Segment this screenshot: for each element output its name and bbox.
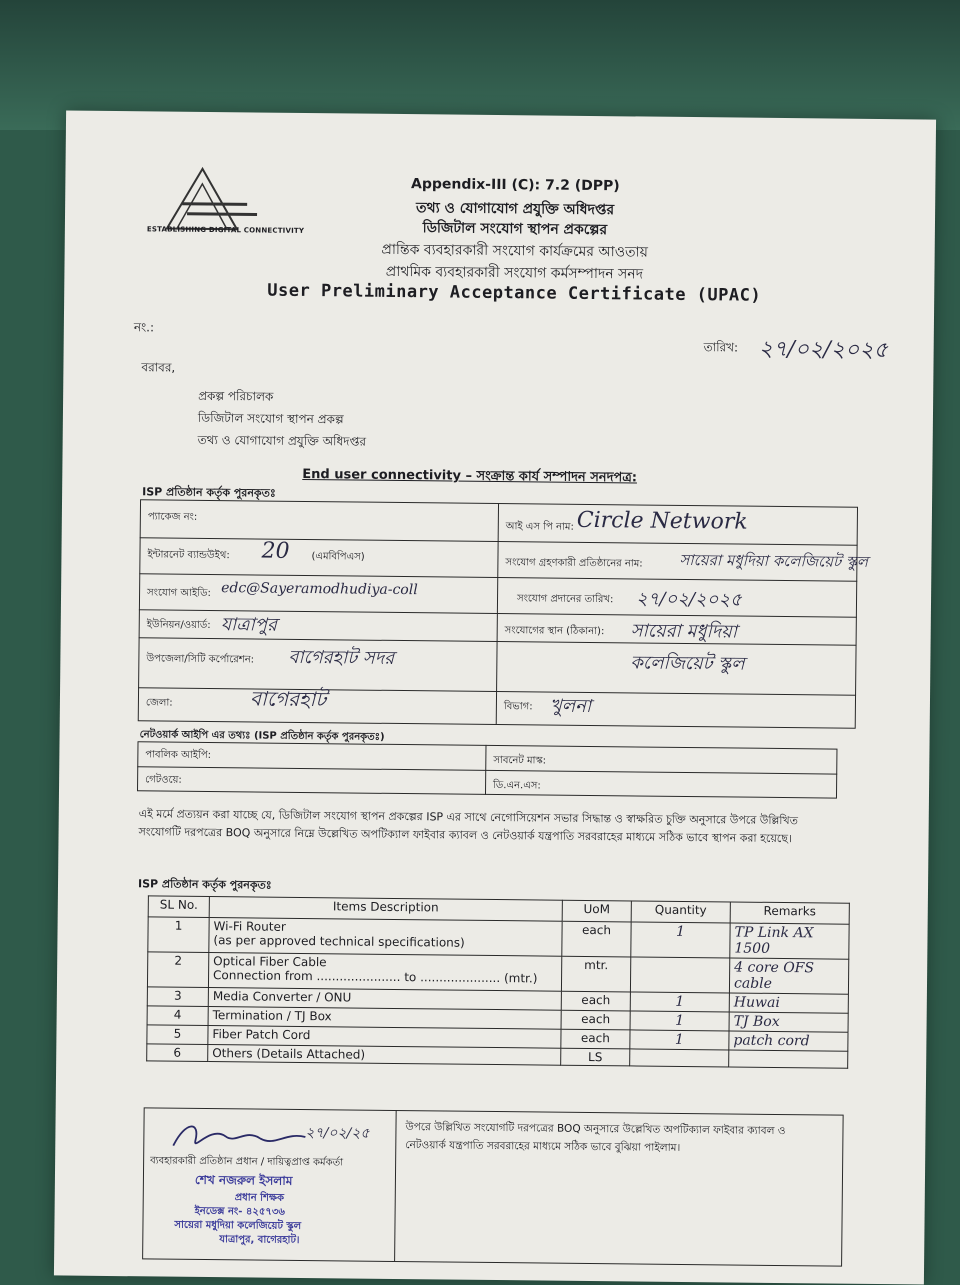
row-remarks: [729, 1050, 848, 1068]
date-value: ২৭/০২/২০২৫: [758, 336, 889, 364]
division-value: খুলনা: [549, 695, 592, 718]
isp-name-value: Circle Network: [576, 507, 748, 535]
project-name: ডিজিটাল সংযোগ স্থাপন প্রকল্পের: [422, 220, 608, 239]
bandwidth-unit: (এমবিপিএস): [311, 551, 365, 563]
addressee-line3: তথ্য ও যোগাযোগ প্রযুক্তি অধিদপ্তর: [197, 432, 367, 449]
ref-number-label: নং.:: [133, 320, 155, 335]
row-qty: [630, 1049, 729, 1067]
division-label: বিভাগ:: [503, 701, 533, 713]
bandwidth-value: 20: [261, 538, 290, 564]
date-label: তারিখ:: [703, 340, 739, 355]
to-label: বরাবর,: [141, 360, 176, 375]
row-sl: 1: [148, 917, 209, 953]
bandwidth-label: ইন্টারনেট ব্যান্ডউইথ:: [147, 549, 230, 562]
stamp-name: শেখ নজরুল ইসলাম: [194, 1172, 293, 1188]
row-sl: 6: [147, 1044, 208, 1062]
row-sl: 4: [147, 1006, 208, 1026]
location-label: সংযোগের স্থান (ঠিকানা):: [504, 625, 605, 638]
row-desc: Fiber Patch Cord: [208, 1026, 561, 1049]
row-uom: mtr.: [561, 956, 630, 992]
location-line1: সায়েরা মধুদিয়া: [630, 620, 738, 643]
public-ip-label: পাবলিক আইপি:: [145, 749, 212, 762]
row-remarks: TJ Box: [729, 1012, 848, 1032]
row-qty: 1: [630, 1030, 729, 1050]
addressee-line1: প্রকল্প পরিচালক: [198, 388, 274, 404]
row-sl: 5: [147, 1025, 208, 1045]
section-filled-by: ISP প্রতিষ্ঠান কর্তৃক পুরনকৃতঃ: [142, 485, 276, 500]
receiver-value: সায়েরা মধুদিয়া কলেজিয়েট স্কুল: [679, 550, 869, 571]
gateway-label: গেটওয়ে:: [145, 774, 182, 786]
row-uom: each: [561, 991, 630, 1011]
conn-date-value: ২৭/০২/২০২৫: [635, 588, 742, 611]
location-line2: কলেজিয়েট স্কুল: [630, 652, 745, 675]
addressee-line2: ডিজিটাল সংযোগ স্থাপন প্রকল্প: [197, 410, 344, 427]
program-name: প্রান্তিক ব্যবহারকারী সংযোগ কার্যক্রমের আওতায়: [381, 241, 648, 261]
declaration-text: এই মর্মে প্রত্যয়ন করা যাচ্ছে যে, ডিজিটাল সংযোগ স্থাপন প্রকল্পের ISP এর সাথে নেগোসিয়েশন সভার সিদ্ধান্ত ও স্বাক্ষরিত চুক্তি অনুসারে উপরে উল্লিখিত সংযোগটি দরপত্রের BOQ অনুসারে নিম্নে উল্লেখিত অপটিক্যাল ফাইবার ক্যাবল ও নেটওয়ার্ক যন্ত্রপাতি সরবরাহের মাধ্যমে সঠিক ভাবে স্থাপন করা হয়েছে।: [138, 807, 799, 846]
row-remarks: patch cord: [729, 1031, 848, 1051]
conn-id-label: সংযোগ আইডি:: [147, 587, 211, 600]
row-desc: Optical Fiber Cable Connection from ...................... to ..................... (mtr.): [208, 953, 561, 992]
items-filled-by: ISP প্রতিষ্ঠান কর্তৃক পুরনকৃতঃ: [137, 877, 272, 892]
row-remarks: TP Link AX 1500: [730, 923, 849, 959]
row-qty: 1: [630, 1011, 729, 1031]
receipt-text: উপরে উল্লিখিত সংযোগটি দরপত্রের BOQ অনুসারে উল্লেখিত অপটিক্যাল ফাইবার ক্যাবল ও নেটওয়ার্ক যন্ত্রপাতি সরবরাহের মাধ্যমে সঠিক ভাবে বুঝিয়া পাইলাম।: [405, 1121, 786, 1154]
section-title: End user connectivity – সংক্রান্ত কার্য সম্পাদন সনদপত্র:: [302, 466, 638, 486]
conn-date-label: সংযোগ প্রদানের তারিখ:: [516, 593, 614, 606]
subnet-label: সাবনেট মাস্ক:: [493, 754, 547, 767]
cert-title-en: User Preliminary Acceptance Certificate (UPAC): [267, 280, 762, 306]
stamp-index: ইনডেক্স নং- ৪২৫৭৩৬: [194, 1205, 285, 1218]
row-desc: Termination / TJ Box: [208, 1007, 561, 1030]
upazila-label: উপজেলা/সিটি কর্পোরেশন:: [146, 653, 255, 666]
row-remarks: 4 core OFS cable: [729, 958, 848, 994]
signatory-role: ব্যবহারকারী প্রতিষ্ঠান প্রধান / দায়িত্বপ্রাপ্ত কর্মকর্তা: [150, 1155, 344, 1169]
row-uom: each: [562, 921, 631, 957]
row-remarks: Huwai: [729, 993, 848, 1013]
row-uom: each: [561, 1010, 630, 1030]
row-qty: 1: [631, 922, 730, 958]
col-desc: Items Description: [209, 897, 562, 922]
union-label: ইউনিয়ন/ওয়ার্ড:: [146, 619, 211, 632]
row-sl: 2: [147, 952, 208, 988]
certificate-page: [54, 110, 936, 1284]
upazila-value: বাগেরহাট সদর: [288, 646, 395, 669]
package-label: প্যাকেজ নং:: [147, 511, 198, 523]
receiver-label: সংযোগ গ্রহণকারী প্রতিষ্ঠানের নাম:: [505, 557, 643, 570]
stamp-school: সায়েরা মধুদিয়া কলেজিয়েট স্কুল: [174, 1219, 302, 1232]
district-value: বাগেরহাট: [249, 686, 327, 712]
logo-caption: ESTABLISHING DIGITAL CONNECTIVITY: [146, 225, 305, 235]
items-table: [146, 895, 850, 1068]
appendix-ref: Appendix-III (C): 7.2 (DPP): [410, 176, 620, 195]
row-desc: Others (Details Attached): [208, 1045, 561, 1066]
row-desc: Wi-Fi Router (as per approved technical specifications): [209, 918, 562, 957]
dept-name: তথ্য ও যোগাযোগ প্রযুক্তি অধিদপ্তর: [416, 200, 615, 219]
cert-title-bn: প্রাথমিক ব্যবহারকারী সংযোগ কর্মসম্পাদন সনদ: [385, 263, 644, 283]
isp-name-label: আই এস পি নাম:: [505, 521, 574, 533]
col-sl: SL No.: [148, 896, 209, 918]
stamp-address: যাত্রাপুর, বাগেরহাট।: [219, 1234, 300, 1246]
row-uom: LS: [561, 1048, 630, 1066]
col-qty: Quantity: [631, 901, 730, 923]
row-uom: each: [561, 1029, 630, 1049]
dns-label: ডি.এন.এস:: [493, 779, 541, 792]
district-label: জেলা:: [145, 697, 173, 709]
network-title: নেটওয়ার্ক আইপি এর তথ্যঃ (ISP প্রতিষ্ঠান কর্তৃক পুরনকৃতঃ): [139, 729, 385, 743]
row-desc: Media Converter / ONU: [208, 988, 561, 1011]
signature-date: ২৭/০২/২৫: [305, 1125, 370, 1142]
row-sl: 3: [147, 987, 208, 1007]
col-remarks: Remarks: [730, 902, 849, 924]
row-qty: [630, 957, 729, 993]
col-uom: UoM: [562, 900, 631, 922]
stamp-title: প্রধান শিক্ষক: [234, 1192, 285, 1204]
union-value: যাত্রাপুর: [220, 614, 278, 636]
row-qty: 1: [630, 992, 729, 1012]
conn-id-value: edc@Sayeramodhudiya-coll: [221, 580, 418, 599]
